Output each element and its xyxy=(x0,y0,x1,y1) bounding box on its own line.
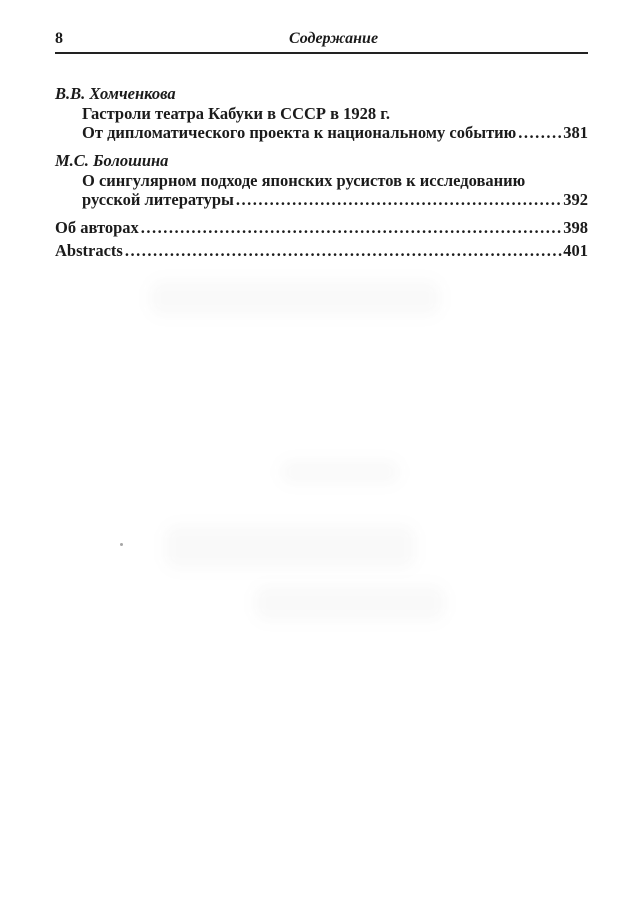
toc-line[interactable] xyxy=(55,123,588,142)
dot-leader xyxy=(141,218,563,237)
toc-line[interactable] xyxy=(55,190,588,209)
scan-artifact xyxy=(255,585,445,621)
toc-entry xyxy=(55,151,588,209)
page-header xyxy=(55,30,588,54)
toc-title-line: русской литературы xyxy=(82,190,234,209)
toc-entry xyxy=(55,218,588,237)
table-of-contents xyxy=(55,84,588,260)
toc-title-line: О сингулярном подходе японских русистов к исследованию xyxy=(82,171,526,190)
dot-leader xyxy=(125,241,563,260)
toc-line[interactable] xyxy=(55,218,588,237)
toc-entry xyxy=(55,84,588,142)
toc-title-line: Об авторах xyxy=(55,218,139,237)
toc-page-number: 392 xyxy=(563,190,588,209)
toc-entry xyxy=(55,241,588,260)
dot-leader xyxy=(236,190,563,209)
toc-title-line: Abstracts xyxy=(55,241,123,260)
toc-author: М.С. Болошина xyxy=(55,151,169,170)
toc-author: В.В. Хомченкова xyxy=(55,84,176,103)
dot-leader xyxy=(518,123,563,142)
toc-line[interactable] xyxy=(55,241,588,260)
toc-line xyxy=(55,171,588,190)
toc-page xyxy=(55,30,588,264)
scan-artifact xyxy=(165,525,415,569)
page-number: 8 xyxy=(55,30,63,47)
toc-page-number: 401 xyxy=(563,241,588,260)
scan-speck xyxy=(120,543,123,546)
toc-title-line: От дипломатического проекта к национальному событию xyxy=(82,123,517,142)
toc-page-number: 381 xyxy=(563,123,588,142)
toc-page-number: 398 xyxy=(563,218,588,237)
scan-artifact xyxy=(280,460,400,484)
toc-title-line: Гастроли театра Кабуки в СССР в 1928 г. xyxy=(82,104,391,123)
toc-line xyxy=(55,104,588,123)
scan-artifact xyxy=(150,280,440,316)
running-title: Содержание xyxy=(288,30,379,47)
